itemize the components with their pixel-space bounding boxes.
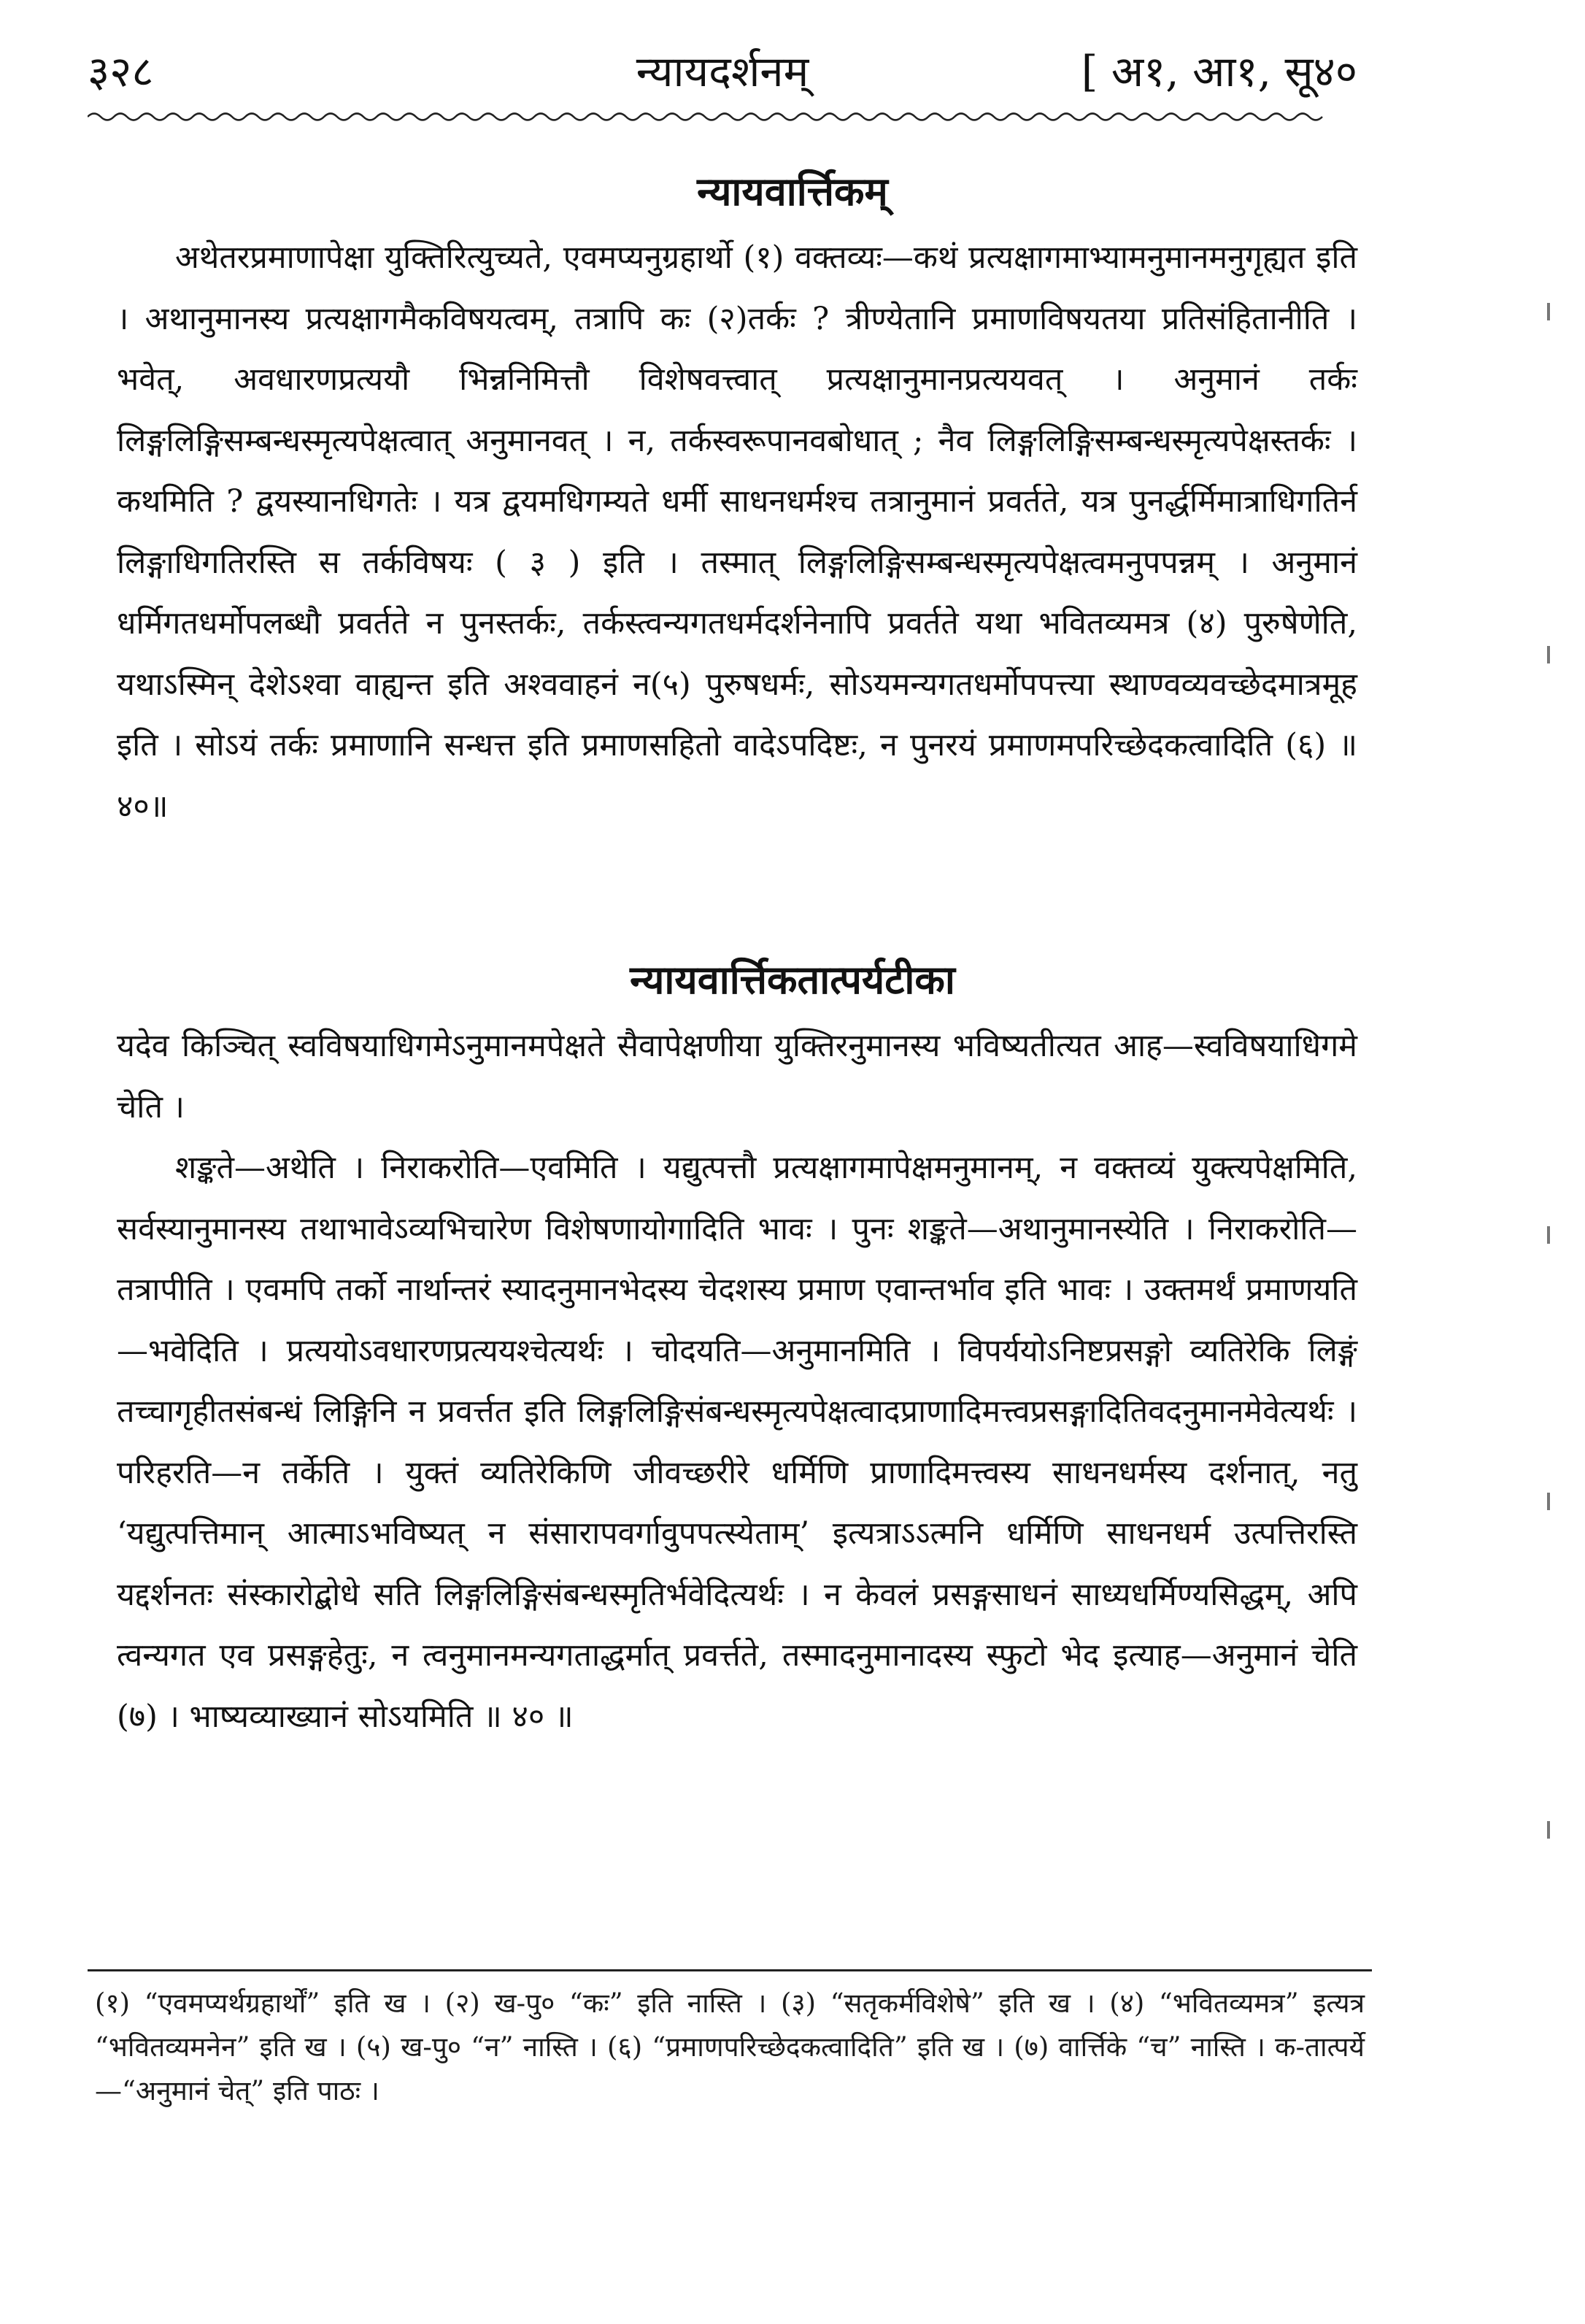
tika-paragraph-1: यदेव किञ्चित् स्वविषयाधिगमेऽनुमानमपेक्षते सैवापेक्षणीया युक्तिरनुमानस्य भविष्यतीत्यत आह—स्वविषयाधिगमे चेति । [117,1028,1357,1126]
page-number: ३२८ [88,47,154,96]
running-title: न्यायदर्शनम् [636,47,809,96]
tika-paragraph-2: शङ्कते—अथेति । निराकरोति—एवमिति । यद्युत्पत्तौ प्रत्यक्षागमापेक्षमनुमानम्, न वक्तव्यं युक्त्यपेक्षमिति, सर्वस्यानुमानस्य तथाभावेऽव्यभिचारेण विशेषणायोगादिति भावः । पुनः शङ्कते—अथानुमानस्येति । निराकरोति—तत्रापीति । एवमपि तर्को नार्थान्तरं स्यादनुमानभेदस्य चेदशस्य प्रमाण एवान्तर्भाव इति भावः । उक्तमर्थं प्रमाणयति—भवेदिति । प्रत्ययोऽवधारणप्रत्ययश्चेत्यर्थः । चोदयति—अनुमानमिति । विपर्ययोऽनिष्टप्रसङ्गो व्यतिरेकि लिङ्गं तच्चागृहीतसंबन्धं लिङ्गिनि न प्रवर्त्तत इति लिङ्गलिङ्गिसंबन्धस्मृत्यपेक्षत्वादप्राणादिमत्त्वप्रसङ्गादितिवदनुमानमेवेत्यर्थः । परिहरति—न तर्केति । युक्तं व्यतिरेकिणि जीवच्छरीरे धर्मिणि प्राणादिमत्त्वस्य साधनधर्मस्य दर्शनात्, नतु ‘यद्युत्पत्तिमान् आत्माऽभविष्यत् न संसारापवर्गावुपपत्स्येताम्’ इत्यत्राऽऽत्मनि धर्मिणि साधनधर्म उत्पत्तिरस्ति यद्दर्शनतः संस्कारोद्बोधे सति लिङ्गलिङ्गिसंबन्धस्मृतिर्भवेदित्यर्थः । न केवलं प्रसङ्गसाधनं साध्यधर्मिण्यसिद्धम्, अपि त्वन्यगत एव प्रसङ्गहेतुः, न त्वनुमानमन्यगताद्धर्मात् प्रवर्त्तते, तस्मादनुमानादस्य स्फुटो भेद इत्याह—अनुमानं चेति (७) । भाष्यव्याख्यानं सोऽयमिति ॥ ४० ॥ [117,1150,1357,1735]
section-title-varttika: न्यायवार्त्तिकम् [697,168,888,215]
sutra-reference: [ अ१, आ१, सू४० [1081,47,1357,96]
margin-mark [1547,1821,1550,1839]
page-header [88,35,1357,108]
footnote-divider [88,1969,1372,1971]
margin-mark [1547,303,1550,320]
section-title-tika: न्यायवार्त्तिकतात्पर्यटीका [630,956,955,1003]
tika-text [117,1016,1357,1747]
header-wavy-rule [88,109,1368,124]
margin-mark [1547,646,1550,663]
margin-mark [1547,1226,1550,1244]
margin-mark [1547,1493,1550,1510]
varttika-paragraph: अथेतरप्रमाणापेक्षा युक्तिरित्युच्यते, एवमप्यनुग्रहार्थो (१) वक्तव्यः—कथं प्रत्यक्षागमाभ्यामनुमानमनुगृह्यत इति । अथानुमानस्य प्रत्यक्षागमैकविषयत्वम्, तत्रापि कः (२)तर्कः ? त्रीण्येतानि प्रमाणविषयतया प्रतिसंहितानीति । भवेत्, अवधारणप्रत्ययौ भिन्ननिमित्तौ विशेषवत्त्वात् प्रत्यक्षानुमानप्रत्ययवत् । अनुमानं तर्कः लिङ्गलिङ्गिसम्बन्धस्मृत्यपेक्षत्वात् अनुमानवत् । न, तर्कस्वरूपानवबोधात् ; नैव लिङ्गलिङ्गिसम्बन्धस्मृत्यपेक्षस्तर्कः । कथमिति ? द्वयस्यानधिगतेः । यत्र द्वयमधिगम्यते धर्मी साधनधर्मश्च तत्रानुमानं प्रवर्तते, यत्र पुनर्द्धर्मिमात्राधिगतिर्न लिङ्गाधिगतिरस्ति स तर्कविषयः ( ३ ) इति । तस्मात् लिङ्गलिङ्गिसम्बन्धस्मृत्यपेक्षत्वमनुपपन्नम् । अनुमानं धर्मिगतधर्मोपलब्धौ प्रवर्तते न पुनस्तर्कः, तर्कस्त्वन्यगतधर्मदर्शनेनापि प्रवर्तते यथा भवितव्यमत्र (४) पुरुषेणेति, यथाऽस्मिन् देशेऽश्वा वाह्यन्त इति अश्ववाहनं न(५) पुरुषधर्मः, सोऽयमन्यगतधर्मोपपत्त्या स्थाण्वव्यवच्छेदमात्रमूह इति । सोऽयं तर्कः प्रमाणानि सन्धत्त इति प्रमाणसहितो वादेऽपदिष्टः, न पुनरयं प्रमाणमपरिच्छेदकत्वादिति (६) ॥४०॥ [117,239,1357,825]
footnotes: (१) “एवमप्यर्थग्रहार्थों” इति ख । (२) ख-पु० “कः” इति नास्ति । (३) “सतृकर्मविशेषे” इति ख । (४) “भवितव्यमत्र” इत्यत्र “भवितव्यमनेन” इति ख । (५) ख-पु० “न” नास्ति । (६) “प्रमाणपरिच्छेदकत्वादिति” इति ख । (७) वार्त्तिके “च” नास्ति । क-तात्पर्ये—“अनुमानं चेत्” इति पाठः । [95,1988,1365,2106]
varttika-text [117,228,1357,837]
